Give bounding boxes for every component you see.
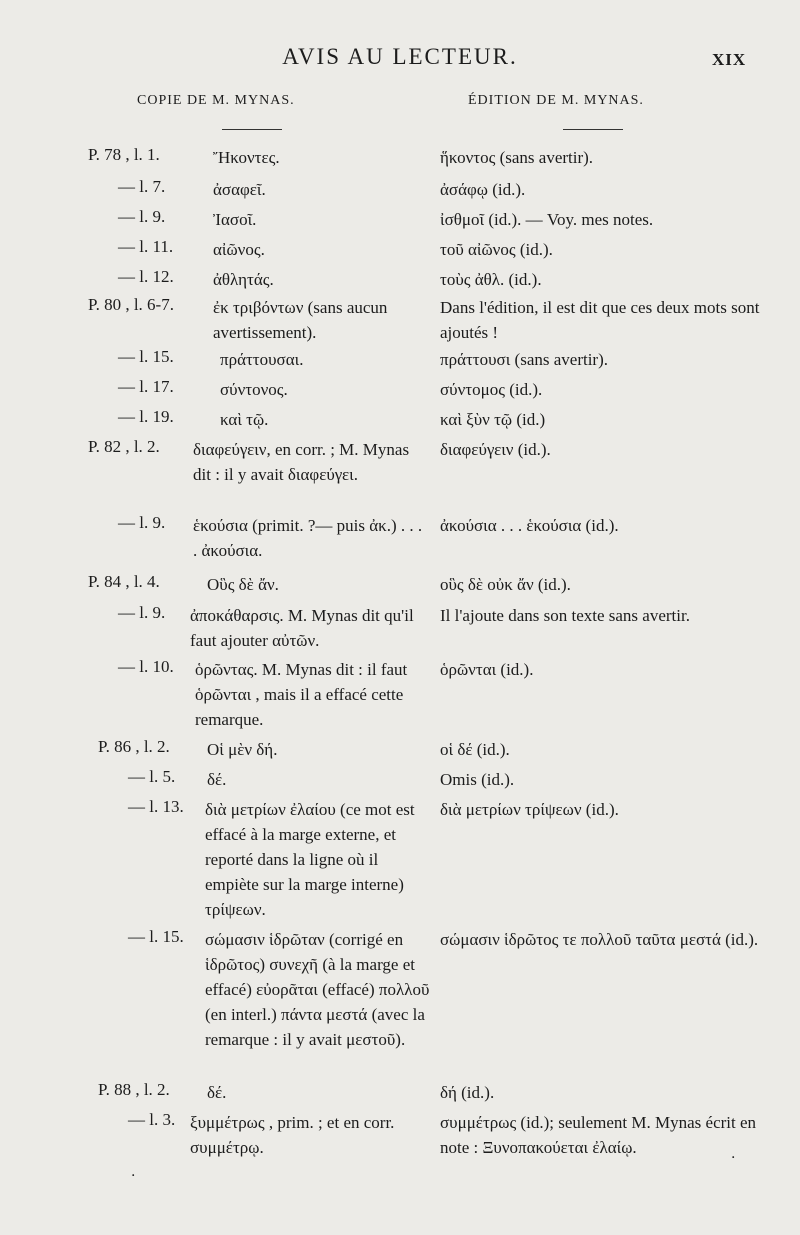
edition-reading: Omis (id.). [440,770,515,789]
edition-reading: σώμασιν ἱδρῶτος τε πολλοῦ ταῦτα μεστά (id.). [440,930,759,949]
copy-reading: σώμασιν ἱδρῶταν (corrigé en ἱδρῶτος) συνεχῆ (à la marge et effacé) εὐορᾶται (effacé) πολλοῦ (en interl.) πάντα μεστά (avec la remarque : il y avait μεστοῦ). [205,930,430,1049]
edition-reading: Il l'ajoute dans son texte sans avertir. [440,606,690,625]
edition-reading: καὶ ξὺν τῷ (id.) [440,410,546,429]
copy-reading: διὰ μετρίων ἐλαίου (ce mot est effacé à la marge externe, et reporté dans la ligne où il empiète sur la marge interne) τρίψεων. [205,800,415,919]
line-reference: — l. 9. [118,513,166,532]
copy-reading: ὁρῶντας. M. Mynas dit : il faut ὁρῶνται , mais il a effacé cette remarque. [195,660,408,729]
left-column-heading: COPIE DE M. MYNAS. [137,93,295,108]
copy-reading: πράττουσαι. [220,350,304,369]
line-reference: P. 86 , l. 2. [98,737,170,756]
line-reference: P. 82 , l. 2. [88,437,160,456]
line-reference: — l. 13. [128,797,184,816]
line-reference: — l. 7. [118,177,166,196]
edition-reading: ὁρῶνται (id.). [440,660,534,679]
edition-reading: πράττουσι (sans avertir). [440,350,608,369]
line-reference: P. 88 , l. 2. [98,1080,170,1099]
edition-reading: δή (id.). [440,1083,495,1102]
edition-reading: οἱ δέ (id.). [440,740,510,759]
line-reference: — l. 15. [128,927,184,946]
edition-reading: Dans l'édition, il est dit que ces deux mots sont ajoutés ! [440,298,760,342]
copy-reading: διαφεύγειν, en corr. ; M. Mynas dit : il y avait διαφεύγει. [193,440,410,484]
line-reference: — l. 11. [118,237,174,256]
line-reference: P. 84 , l. 4. [88,572,160,591]
line-reference: — l. 5. [128,767,176,786]
copy-reading: ἀσαφεῖ. [213,180,266,199]
edition-reading: σύντομος (id.). [440,380,543,399]
copy-reading: Ἤκοντες. [213,148,280,167]
line-reference: — l. 10. [118,657,174,676]
line-reference: — l. 9. [118,207,166,226]
edition-reading: ἀσάφῳ (id.). [440,180,526,199]
edition-reading: τοὺς ἀθλ. (id.). [440,270,542,289]
copy-reading: Οἱ μὲν δή. [207,740,278,759]
page-number: XIX [712,50,747,69]
copy-reading: Οὓς δὲ ἄν. [207,575,279,594]
copy-reading: δέ. [207,1083,227,1102]
copy-reading: αἰῶνος. [213,240,265,259]
edition-reading: ἥκοντος (sans avertir). [440,148,594,167]
edition-reading: οὓς δὲ οὐκ ἄν (id.). [440,575,571,594]
copy-reading: ἀθλητάς. [213,270,274,289]
line-reference: — l. 12. [118,267,174,286]
copy-reading: δέ. [207,770,227,789]
right-heading-rule [563,129,623,130]
line-reference: — l. 3. [128,1110,176,1129]
line-reference: — l. 15. [118,347,174,366]
line-reference: — l. 19. [118,407,174,426]
left-heading-rule [222,129,282,130]
copy-reading: ἐκ τριβόντων (sans aucun avertissement). [213,298,388,342]
line-reference: P. 78 , l. 1. [88,145,160,164]
edition-reading: συμμέτρως (id.); seulement M. Mynas écrit en note : Ξυνοπακούεται ἐλαίῳ. [440,1113,757,1157]
edition-reading: διὰ μετρίων τρίψεων (id.). [440,800,619,819]
copy-reading: Ἰασοῖ. [213,210,257,229]
running-title: AVIS AU LECTEUR. [282,44,518,69]
copy-reading: ἀποκάθαρσις. M. Mynas dit qu'il faut ajouter αὐτῶν. [190,606,414,650]
copy-reading: ξυμμέτρως , prim. ; et en corr. συμμέτρῳ. [190,1113,395,1157]
edition-reading: διαφεύγειν (id.). [440,440,551,459]
edition-reading: ἀκούσια . . . ἑκούσια (id.). [440,516,619,535]
line-reference: — l. 17. [118,377,174,396]
copy-reading: ἑκούσια (primit. ?— puis ἀκ.) . . . . ἀκούσια. [193,516,423,560]
edition-reading: ἰσθμοῖ (id.). — Voy. mes notes. [440,210,654,229]
right-column-heading: ÉDITION DE M. MYNAS. [468,93,644,108]
edition-reading: τοῦ αἰῶνος (id.). [440,240,553,259]
page-mark: · [131,1168,136,1184]
copy-reading: καὶ τῷ. [220,410,269,429]
line-reference: — l. 9. [118,603,166,622]
page-mark: · [731,1150,736,1166]
line-reference: P. 80 , l. 6-7. [88,295,174,314]
copy-reading: σύντονος. [220,380,288,399]
